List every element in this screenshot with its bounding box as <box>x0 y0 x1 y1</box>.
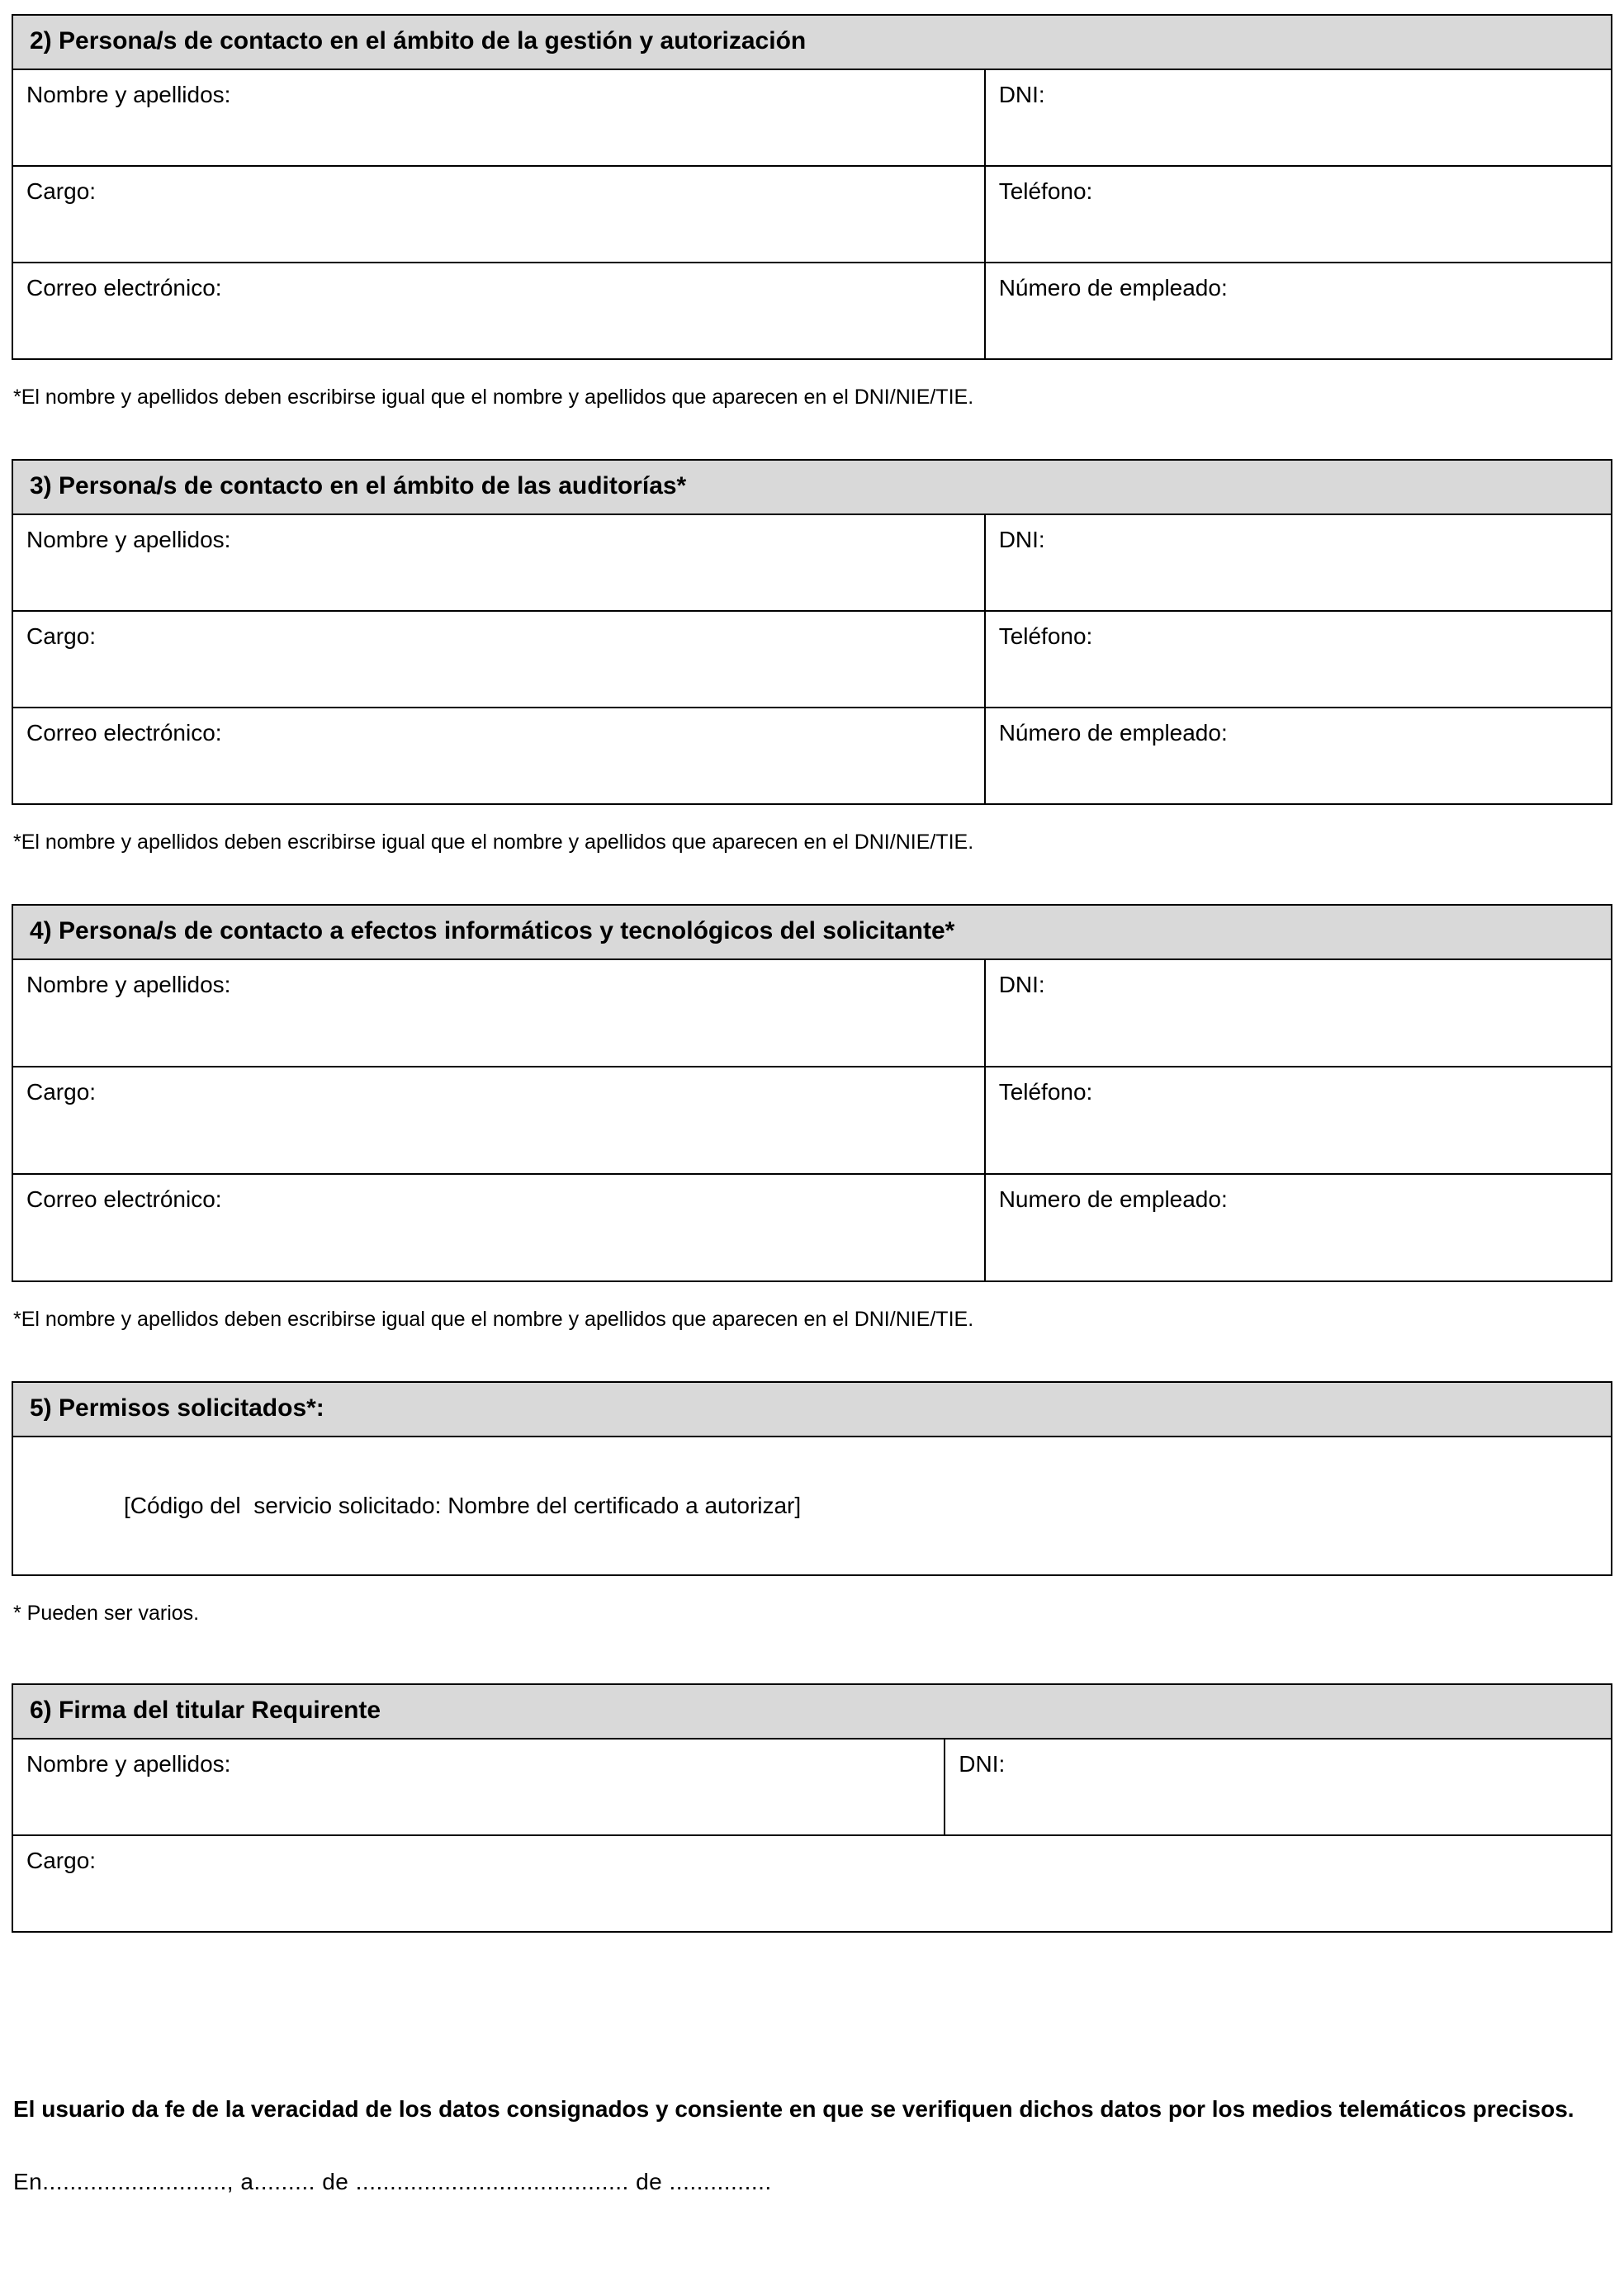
table-row <box>12 1739 1612 1835</box>
cell-dni: DNI: <box>945 1739 1612 1835</box>
declaration-text: El usuario da fe de la veracidad de los datos consignados y consiente en que se verifiquen dichos datos por los medios telemáticos precisos. <box>13 2096 1574 2122</box>
cell-nombre-apellidos: Nombre y apellidos: <box>12 1739 945 1835</box>
cell-cargo: Cargo: <box>12 166 985 263</box>
footnote-dni-auditorias: *El nombre y apellidos deben escribirse igual que el nombre y apellidos que aparecen en el DNI/NIE/TIE. <box>13 831 974 854</box>
cell-nombre-apellidos: Nombre y apellidos: <box>12 959 985 1067</box>
contact-table-gestion <box>12 69 1612 360</box>
section-title-gestion: 2) Persona/s de contacto en el ámbito de la gestión y autorización <box>30 27 807 54</box>
table-row <box>12 611 1612 708</box>
section-title-informaticos: 4) Persona/s de contacto a efectos informáticos y tecnológicos del solicitante* <box>30 917 955 944</box>
cell-correo: Correo electrónico: <box>12 1174 985 1281</box>
table-row <box>12 708 1612 804</box>
cell-correo: Correo electrónico: <box>12 263 985 359</box>
cell-num-empleado: Número de empleado: <box>985 708 1612 804</box>
section-header-permisos <box>12 1381 1612 1437</box>
footnote-dni-gestion: *El nombre y apellidos deben escribirse igual que el nombre y apellidos que aparecen en el DNI/NIE/TIE. <box>13 386 974 409</box>
section-header-auditorias <box>12 459 1612 515</box>
section-firma <box>12 1683 1612 1933</box>
section-title-firma: 6) Firma del titular Requirente <box>30 1697 381 1724</box>
section-title-auditorias: 3) Persona/s de contacto en el ámbito de las auditorías* <box>30 472 687 499</box>
section-contacto-auditorias <box>12 459 1612 854</box>
section-header-informaticos <box>12 904 1612 960</box>
footnote-dni-informaticos: *El nombre y apellidos deben escribirse igual que el nombre y apellidos que aparecen en el DNI/NIE/TIE. <box>13 1308 974 1331</box>
cell-num-empleado: Numero de empleado: <box>985 1174 1612 1281</box>
table-row <box>12 1174 1612 1281</box>
cell-telefono: Teléfono: <box>985 1067 1612 1174</box>
cell-nombre-apellidos: Nombre y apellidos: <box>12 69 985 166</box>
table-row <box>12 1067 1612 1174</box>
contact-table-auditorias <box>12 514 1612 805</box>
cell-dni: DNI: <box>985 959 1612 1067</box>
permisos-content-box <box>12 1436 1612 1576</box>
section-header-firma <box>12 1683 1612 1740</box>
cell-nombre-apellidos: Nombre y apellidos: <box>12 514 985 611</box>
firma-table <box>12 1738 1612 1933</box>
table-row <box>12 1835 1612 1932</box>
cell-correo: Correo electrónico: <box>12 708 985 804</box>
table-row <box>12 166 1612 263</box>
section-title-permisos: 5) Permisos solicitados*: <box>30 1394 324 1422</box>
cell-cargo: Cargo: <box>12 611 985 708</box>
table-row <box>12 263 1612 359</box>
section-permisos <box>12 1381 1612 1626</box>
cell-num-empleado: Número de empleado: <box>985 263 1612 359</box>
cell-dni: DNI: <box>985 514 1612 611</box>
cell-dni: DNI: <box>985 69 1612 166</box>
cell-cargo: Cargo: <box>12 1067 985 1174</box>
table-row <box>12 69 1612 166</box>
permisos-placeholder-text: [Código del servicio solicitado: Nombre del certificado a autorizar] <box>124 1493 802 1518</box>
footnote-varios: * Pueden ser varios. <box>13 1602 200 1625</box>
table-row <box>12 514 1612 611</box>
cell-cargo: Cargo: <box>12 1835 1612 1932</box>
section-contacto-informaticos <box>12 904 1612 1332</box>
date-signature-line: En..........................., a......... de ........................................ de ............... <box>13 2169 772 2194</box>
table-row <box>12 959 1612 1067</box>
section-contacto-gestion <box>12 14 1612 409</box>
section-header-gestion <box>12 14 1612 70</box>
cell-telefono: Teléfono: <box>985 166 1612 263</box>
contact-table-informaticos <box>12 958 1612 1282</box>
cell-telefono: Teléfono: <box>985 611 1612 708</box>
